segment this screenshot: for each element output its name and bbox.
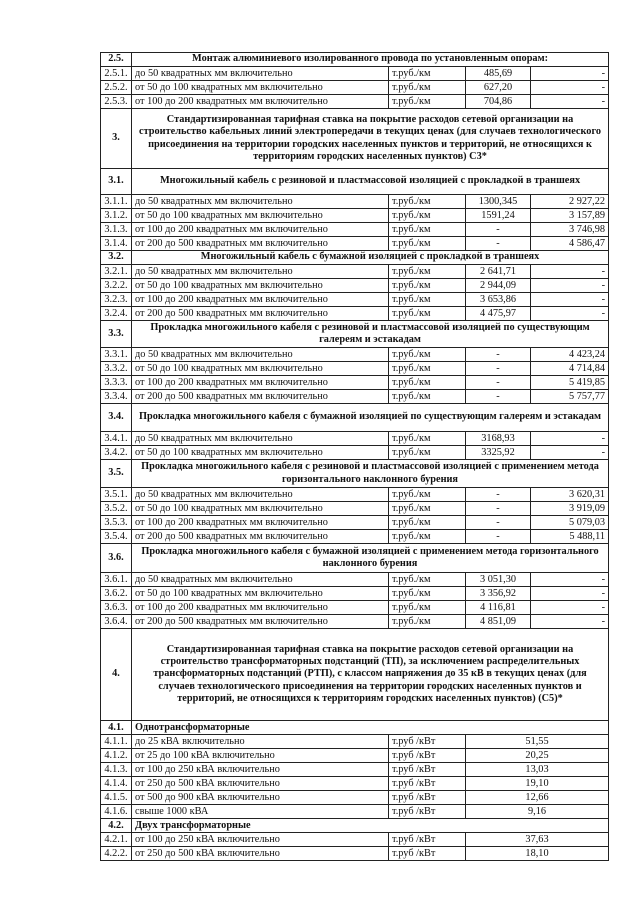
table-row	[101, 307, 609, 321]
row-number: 4.1.5.	[101, 791, 132, 805]
table-row	[101, 763, 609, 777]
row-unit: т.руб./км	[389, 195, 466, 209]
row-description: до 50 квадратных мм включительно	[132, 265, 389, 279]
row-number: 3.6.1.	[101, 573, 132, 587]
row-number: 2.5.2.	[101, 81, 132, 95]
row-number: 3.6.3.	[101, 601, 132, 615]
row-value-1: 627,20	[466, 81, 531, 95]
row-value-1: 485,69	[466, 67, 531, 81]
row-description: от 50 до 100 квадратных мм включительно	[132, 362, 389, 376]
table-row	[101, 530, 609, 544]
row-value-1: -	[466, 223, 531, 237]
row-number: 4.1.2.	[101, 749, 132, 763]
row-value-1: -	[466, 376, 531, 390]
row-description: свыше 1000 кВА	[132, 805, 389, 819]
row-value-2: 3 620,31	[531, 488, 609, 502]
table-row	[101, 81, 609, 95]
row-unit: т.руб /кВт	[389, 735, 466, 749]
row-unit: т.руб /кВт	[389, 777, 466, 791]
tariff-table	[100, 52, 609, 861]
row-number: 3.3.2.	[101, 362, 132, 376]
row-number: 3.3.3.	[101, 376, 132, 390]
section-title: Стандартизированная тарифная ставка на покрытие расходов сетевой организации на строительство кабельных линий электропередачи в текущих ценах (для случаев технологического присоединения на территории городских населенных пунктов и территорий, не относящихся к территориям городских населенных пунктов) С3*	[132, 109, 609, 169]
row-value-1: -	[466, 390, 531, 404]
row-description: от 50 до 100 квадратных мм включительно	[132, 279, 389, 293]
row-value-1: -	[466, 237, 531, 251]
row-description: от 200 до 500 квадратных мм включительно	[132, 390, 389, 404]
row-unit: т.руб./км	[389, 530, 466, 544]
row-value-2: 3 157,89	[531, 209, 609, 223]
row-number: 4.1.4.	[101, 777, 132, 791]
section-title: Многожильный кабель с бумажной изоляцией с прокладкой в траншеях	[132, 251, 609, 265]
row-unit: т.руб./км	[389, 67, 466, 81]
row-value-1: -	[466, 488, 531, 502]
row-value: 18,10	[466, 847, 609, 861]
row-unit: т.руб./км	[389, 293, 466, 307]
table-row	[101, 749, 609, 763]
row-number: 3.1.2.	[101, 209, 132, 223]
section-header-row	[101, 404, 609, 432]
row-description: от 100 до 200 квадратных мм включительно	[132, 95, 389, 109]
section-header-row	[101, 109, 609, 169]
row-value-2: -	[531, 587, 609, 601]
row-unit: т.руб./км	[389, 95, 466, 109]
section-title: Стандартизированная тарифная ставка на покрытие расходов сетевой организации на строительство трансформаторных подстанций (ТП), за исключением распределительных трансформаторных подстанций (РТП), с классом напряжения до 35 кВ в текущих ценах (для случаев технологического присоединения на территории городских населенных пунктов и территорий, не относящихся к территориям городских населенных пунктов) (С5)*	[132, 629, 609, 721]
row-unit: т.руб./км	[389, 587, 466, 601]
row-number: 3.5.4.	[101, 530, 132, 544]
row-description: от 200 до 500 квадратных мм включительно	[132, 307, 389, 321]
row-unit: т.руб./км	[389, 446, 466, 460]
row-value-2: -	[531, 615, 609, 629]
table-row	[101, 293, 609, 307]
section-header-row	[101, 629, 609, 721]
row-description: от 250 до 500 кВА включительно	[132, 847, 389, 861]
row-unit: т.руб./км	[389, 502, 466, 516]
row-value-1: 3 653,86	[466, 293, 531, 307]
row-value-2: -	[531, 67, 609, 81]
row-value-1: 4 851,09	[466, 615, 531, 629]
row-description: от 100 до 200 квадратных мм включительно	[132, 516, 389, 530]
row-value: 13,03	[466, 763, 609, 777]
row-unit: т.руб./км	[389, 348, 466, 362]
row-unit: т.руб /кВт	[389, 833, 466, 847]
row-value: 12,66	[466, 791, 609, 805]
row-number: 3.4.1.	[101, 432, 132, 446]
row-number: 3.3.4.	[101, 390, 132, 404]
row-value-1: 2 944,09	[466, 279, 531, 293]
table-row	[101, 265, 609, 279]
table-row	[101, 390, 609, 404]
row-unit: т.руб./км	[389, 209, 466, 223]
row-description: до 50 квадратных мм включительно	[132, 348, 389, 362]
row-number: 3.3.1.	[101, 348, 132, 362]
row-unit: т.руб./км	[389, 265, 466, 279]
row-number: 4.2.2.	[101, 847, 132, 861]
row-value-2: 3 919,09	[531, 502, 609, 516]
row-number: 3.5.3.	[101, 516, 132, 530]
row-number: 3.2.3.	[101, 293, 132, 307]
row-value: 51,55	[466, 735, 609, 749]
row-value-2: -	[531, 307, 609, 321]
row-value-1: 2 641,71	[466, 265, 531, 279]
table-row	[101, 279, 609, 293]
row-value-2: -	[531, 432, 609, 446]
row-unit: т.руб./км	[389, 223, 466, 237]
subsection-number: 4.1.	[101, 721, 132, 735]
section-header-row	[101, 169, 609, 195]
section-number: 3.2.	[101, 251, 132, 265]
row-value: 9,16	[466, 805, 609, 819]
row-number: 3.2.1.	[101, 265, 132, 279]
row-description: от 50 до 100 квадратных мм включительно	[132, 446, 389, 460]
row-value-1: 3 051,30	[466, 573, 531, 587]
section-title: Прокладка многожильного кабеля с резиновой и пластмассовой изоляцией по существующим галереям и эстакадам	[132, 321, 609, 348]
row-description: до 50 квадратных мм включительно	[132, 432, 389, 446]
row-description: от 500 до 900 кВА включительно	[132, 791, 389, 805]
row-unit: т.руб./км	[389, 362, 466, 376]
row-description: от 100 до 200 квадратных мм включительно	[132, 601, 389, 615]
row-number: 4.1.3.	[101, 763, 132, 777]
row-number: 4.2.1.	[101, 833, 132, 847]
row-value-2: -	[531, 573, 609, 587]
row-unit: т.руб./км	[389, 432, 466, 446]
row-description: до 25 кВА включительно	[132, 735, 389, 749]
row-description: от 100 до 200 квадратных мм включительно	[132, 376, 389, 390]
row-unit: т.руб /кВт	[389, 749, 466, 763]
row-value-1: 4 475,97	[466, 307, 531, 321]
section-header-row	[101, 460, 609, 488]
table-row	[101, 237, 609, 251]
row-description: от 50 до 100 квадратных мм включительно	[132, 81, 389, 95]
row-value: 19,10	[466, 777, 609, 791]
section-number: 3.4.	[101, 404, 132, 432]
row-number: 3.5.2.	[101, 502, 132, 516]
row-value: 37,63	[466, 833, 609, 847]
table-row	[101, 67, 609, 81]
row-value-2: 5 488,11	[531, 530, 609, 544]
row-value-2: -	[531, 265, 609, 279]
section-header-row	[101, 53, 609, 67]
row-value-2: 5 419,85	[531, 376, 609, 390]
row-description: от 100 до 200 квадратных мм включительно	[132, 223, 389, 237]
row-value-1: 3325,92	[466, 446, 531, 460]
section-number: 3.3.	[101, 321, 132, 348]
row-number: 2.5.1.	[101, 67, 132, 81]
row-description: от 50 до 100 квадратных мм включительно	[132, 209, 389, 223]
row-number: 3.1.4.	[101, 237, 132, 251]
table-row	[101, 223, 609, 237]
row-value-1: -	[466, 516, 531, 530]
table-row	[101, 432, 609, 446]
table-row	[101, 777, 609, 791]
table-row	[101, 348, 609, 362]
row-value-1: 4 116,81	[466, 601, 531, 615]
tariff-table-body	[101, 53, 609, 861]
section-number: 3.5.	[101, 460, 132, 488]
row-description: от 200 до 500 квадратных мм включительно	[132, 530, 389, 544]
row-unit: т.руб./км	[389, 615, 466, 629]
row-value-1: 1300,345	[466, 195, 531, 209]
tariff-table-page	[100, 52, 608, 861]
row-description: от 200 до 500 квадратных мм включительно	[132, 615, 389, 629]
row-value-2: 4 586,47	[531, 237, 609, 251]
row-description: до 50 квадратных мм включительно	[132, 488, 389, 502]
table-row	[101, 805, 609, 819]
table-row	[101, 488, 609, 502]
section-number: 3.6.	[101, 544, 132, 573]
row-description: до 50 квадратных мм включительно	[132, 67, 389, 81]
section-title: Прокладка многожильного кабеля с бумажной изоляцией по существующим галереям и эстакадам	[132, 404, 609, 432]
row-description: от 100 до 200 квадратных мм включительно	[132, 293, 389, 307]
row-value-2: 5 757,77	[531, 390, 609, 404]
table-row	[101, 502, 609, 516]
table-row	[101, 587, 609, 601]
row-unit: т.руб /кВт	[389, 805, 466, 819]
row-unit: т.руб./км	[389, 81, 466, 95]
section-number: 2.5.	[101, 53, 132, 67]
row-value-1: -	[466, 502, 531, 516]
row-unit: т.руб /кВт	[389, 763, 466, 777]
row-unit: т.руб./км	[389, 307, 466, 321]
row-description: от 200 до 500 квадратных мм включительно	[132, 237, 389, 251]
subsection-title: Однотрансформаторные	[132, 721, 609, 735]
row-description: до 50 квадратных мм включительно	[132, 195, 389, 209]
row-value-2: -	[531, 293, 609, 307]
table-row	[101, 573, 609, 587]
table-row	[101, 615, 609, 629]
row-value-1: -	[466, 530, 531, 544]
row-unit: т.руб./км	[389, 237, 466, 251]
row-description: от 25 до 100 кВА включительно	[132, 749, 389, 763]
table-row	[101, 516, 609, 530]
row-description: от 250 до 500 кВА включительно	[132, 777, 389, 791]
row-unit: т.руб./км	[389, 601, 466, 615]
section-title: Прокладка многожильного кабеля с бумажной изоляцией с применением метода горизонтального наклонного бурения	[132, 544, 609, 573]
row-value-1: -	[466, 348, 531, 362]
row-value-1: 1591,24	[466, 209, 531, 223]
row-number: 4.1.1.	[101, 735, 132, 749]
row-unit: т.руб./км	[389, 376, 466, 390]
row-unit: т.руб /кВт	[389, 791, 466, 805]
row-unit: т.руб./км	[389, 573, 466, 587]
table-row	[101, 95, 609, 109]
row-number: 3.4.2.	[101, 446, 132, 460]
row-description: от 50 до 100 квадратных мм включительно	[132, 502, 389, 516]
row-value-2: 5 079,03	[531, 516, 609, 530]
row-number: 2.5.3.	[101, 95, 132, 109]
row-description: от 50 до 100 квадратных мм включительно	[132, 587, 389, 601]
row-number: 3.5.1.	[101, 488, 132, 502]
table-row	[101, 362, 609, 376]
table-row	[101, 209, 609, 223]
row-number: 3.6.4.	[101, 615, 132, 629]
row-value-2: -	[531, 95, 609, 109]
table-row	[101, 791, 609, 805]
row-value-2: -	[531, 601, 609, 615]
row-unit: т.руб./км	[389, 390, 466, 404]
row-value-2: -	[531, 446, 609, 460]
section-number: 3.1.	[101, 169, 132, 195]
table-row	[101, 601, 609, 615]
row-description: от 100 до 250 кВА включительно	[132, 763, 389, 777]
table-row	[101, 446, 609, 460]
row-value-2: -	[531, 81, 609, 95]
subsection-number: 4.2.	[101, 819, 132, 833]
row-value-2: 2 927,22	[531, 195, 609, 209]
row-value-1: 704,86	[466, 95, 531, 109]
row-description: от 100 до 250 кВА включительно	[132, 833, 389, 847]
row-unit: т.руб./км	[389, 279, 466, 293]
row-unit: т.руб./км	[389, 516, 466, 530]
row-number: 3.6.2.	[101, 587, 132, 601]
table-row	[101, 735, 609, 749]
subsection-header-row	[101, 721, 609, 735]
table-row	[101, 195, 609, 209]
row-unit: т.руб /кВт	[389, 847, 466, 861]
row-value-1: -	[466, 362, 531, 376]
row-number: 3.2.4.	[101, 307, 132, 321]
section-title: Прокладка многожильного кабеля с резиновой и пластмассовой изоляцией с применением метода горизонтального наклонного бурения	[132, 460, 609, 488]
section-number: 3.	[101, 109, 132, 169]
row-number: 3.1.1.	[101, 195, 132, 209]
subsection-title: Двух трансформаторные	[132, 819, 609, 833]
row-value-1: 3168,93	[466, 432, 531, 446]
row-value: 20,25	[466, 749, 609, 763]
subsection-header-row	[101, 819, 609, 833]
section-header-row	[101, 251, 609, 265]
section-title: Многожильный кабель с резиновой и пластмассовой изоляцией с прокладкой в траншеях	[132, 169, 609, 195]
row-number: 3.2.2.	[101, 279, 132, 293]
row-description: до 50 квадратных мм включительно	[132, 573, 389, 587]
section-header-row	[101, 321, 609, 348]
row-value-1: 3 356,92	[466, 587, 531, 601]
row-value-2: 4 714,84	[531, 362, 609, 376]
table-row	[101, 376, 609, 390]
row-number: 3.1.3.	[101, 223, 132, 237]
row-value-2: 4 423,24	[531, 348, 609, 362]
table-row	[101, 833, 609, 847]
section-header-row	[101, 544, 609, 573]
row-number: 4.1.6.	[101, 805, 132, 819]
row-value-2: 3 746,98	[531, 223, 609, 237]
row-value-2: -	[531, 279, 609, 293]
table-row	[101, 847, 609, 861]
section-title: Монтаж алюминиевого изолированного провода по установленным опорам:	[132, 53, 609, 67]
section-number: 4.	[101, 629, 132, 721]
row-unit: т.руб./км	[389, 488, 466, 502]
